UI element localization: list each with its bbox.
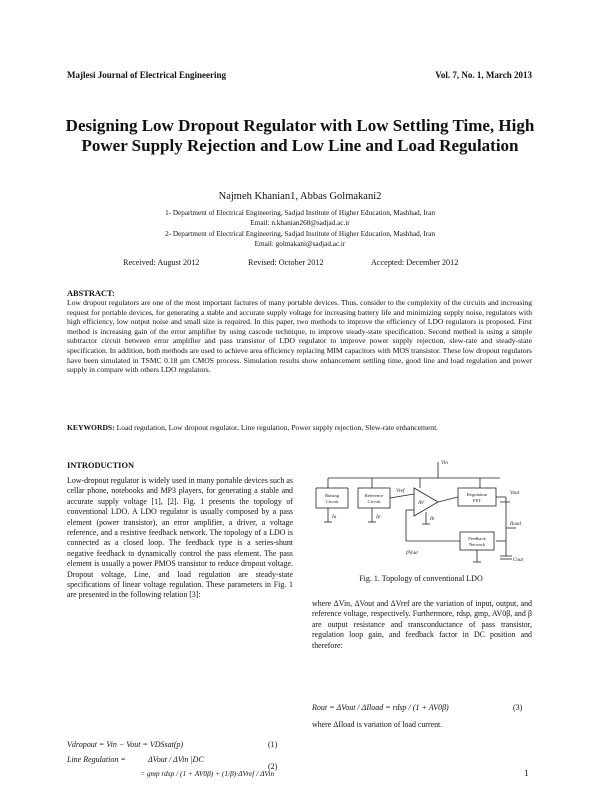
equation-2-part-b: = gmp rdsp / (1 + AV0β) + (1/β)·ΔVref / ΔVin: [140, 769, 275, 778]
intro-heading: INTRODUCTION: [67, 461, 135, 470]
authors: Najmeh Khanian1, Abbas Golmakani2: [218, 191, 382, 202]
regulation-fet-block: [458, 488, 496, 506]
date-received: Received: August 2012: [123, 258, 200, 267]
reference-circuit-block: [358, 488, 390, 508]
fig-label-ref: Reference: [364, 493, 384, 498]
fig-label-ib: Ib: [430, 516, 435, 522]
keywords: [67, 423, 532, 433]
fig-label-bias-2: Circuit: [325, 499, 339, 504]
keywords-text: Load regulation, Low dropout regulator, Line regulation, Power supply rejection, Slew-rate enhancement.: [116, 423, 439, 432]
affiliation-2-email: Email: golmakani@sadjad.ac.ir: [254, 240, 346, 248]
journal-name: Majlesi Journal of Electrical Engineering: [67, 70, 226, 80]
fig-label-ref-2: Circuit: [367, 499, 381, 504]
fig-label-pass: Regulation: [466, 492, 488, 497]
affiliation-2: 2- Department of Electrical Engineering, Sadjad Institute of Higher Education, Mashhad, Iran: [165, 230, 435, 238]
fig-label-vin: Vin: [441, 460, 448, 466]
feedback-network-block: [460, 532, 494, 550]
fig-label-amp: AV: [418, 500, 425, 506]
intro-text: Low-dropout regulator is widely used in many portable devices such as cellar phone, notebooks and MP3 players, for generating a stable and accurate supply voltage [1], [2]. Fig. 1 presents the topology of conventional LDO. A LDO regulator is usually composed by a pass element (power transistor), an error amplifier, a driver, a voltage reference, and a resistive feedback network. The topology of a LDO is connected as a closed loop. The feedback type is a series-shunt negative feedback to dynamically control the pass element. The pass element is usually a power PMOS transistor to reduce dropout voltage. Dropout voltage, Line, and load regulation are steady-state specifications of linear voltage regulation. These parameters in Fig. 1 are presented in the following relation [3]:: [67, 476, 293, 600]
fig-label-bias: Biasing: [324, 493, 340, 498]
fig-label-ip: Ip: [376, 514, 381, 520]
keywords-heading: KEYWORDS:: [67, 423, 115, 432]
fig-label-feedback-2: Network: [468, 542, 486, 547]
affiliation-1: 1- Department of Electrical Engineering, Sadjad Institute of Higher Education, Mashhad, Iran: [165, 209, 435, 217]
journal-volume: Vol. 7, No. 1, March 2013: [435, 70, 532, 80]
abstract-heading: ABSTRACT:: [67, 289, 115, 298]
fig-label-ia: Ia: [332, 514, 337, 520]
ldo-topology-figure: [310, 454, 532, 574]
date-revised: Revised: October 2012: [248, 258, 324, 267]
figure-caption: Fig. 1. Topology of conventional LDO: [359, 574, 483, 583]
equation-3: Rout = ΔVout / ΔIload = rdsp / (1 + AV0β): [312, 703, 449, 712]
equation-1: Vdropout = Vin − Vout = VDSsat(p): [67, 740, 184, 749]
affiliation-1-email: Email: n.khanian268@sadjad.ac.ir: [250, 219, 350, 227]
fig-label-cout: Cout: [513, 557, 524, 563]
equation-1-number: (1): [268, 740, 278, 749]
right-paragraph-1: where ΔVin, ΔVout and ΔVref are the variation of input, output, and reference voltage, respectively. Furthermore, rdsp, gmp, AV0β, and β are output resistance and transconductance of pass transistor, regulation loop gain, and feedback factor in DC position and therefore:: [312, 599, 532, 650]
date-accepted: Accepted: December 2012: [371, 258, 459, 267]
equation-2-part-a: ΔVout / ΔVin |DC: [148, 755, 204, 764]
equation-3-number: (3): [513, 703, 523, 712]
fig-label-vout: Vout: [510, 490, 520, 496]
paper-title: Designing Low Dropout Regulator with Low Settling Time, High Power Supply Rejection and Low Line and Load Regulation: [65, 116, 535, 155]
right-paragraph-2: where ΔIload is variation of load current.: [312, 720, 443, 729]
page-number: 1: [524, 768, 529, 778]
fig-label-pass-2: FET: [472, 498, 482, 503]
biasing-circuit-block: [316, 488, 348, 508]
fig-label-load: Iload: [510, 521, 521, 527]
fig-label-feedback: Feedback: [468, 536, 486, 541]
equation-2-number: (2): [268, 762, 278, 771]
abstract-text: Low dropout regulators are one of the most important factures of many portable devices. Thus, consider to the complexity of the circuits and increasing request for portable devices, for generating a stable and accurate supply voltage for increasing battery life and minimizing supply noise, regulators with high efficiency, low output noise and small size is required. In this paper, two methods to improve the efficiency of LDO regulators is proposed. First method is increasing gain of the error amplifier by using cascode technique, to improve steady-state specification. Second method is using a simple subtractor circuit between error amplifier and pass transistor of LDO regulator to improve power supply rejection, slew-rate and steady-state specification. In addition, both methods are used to achieve area efficiency replacing MIM capacitors with MOS transistor. These low dropout regulators have been simulated in TSMC 0.18 μm CMOS process. Simulation results show enhancement settling time, good line and load regulation and power supply in compare with others LDO regulators.: [67, 298, 532, 375]
equation-2-label: Line Regulation =: [67, 755, 126, 764]
fig-label-bvout: βVout: [406, 550, 418, 556]
fig-label-vref: Vref: [396, 488, 405, 494]
